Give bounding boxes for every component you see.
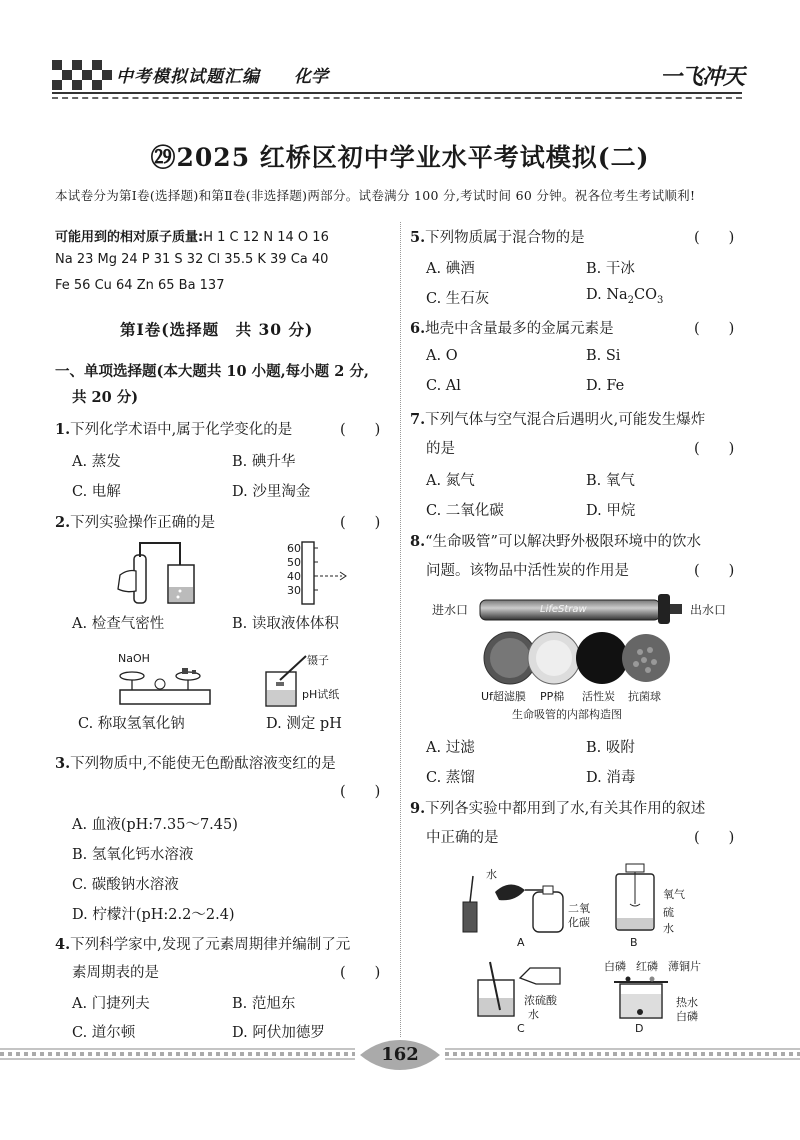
q9-figure-d [610, 974, 672, 1022]
q6-option-d: D. Fe [586, 378, 625, 394]
q7-stem-cont: 的是 [426, 441, 455, 457]
q9-label-white-p: 白磷 [604, 960, 626, 973]
q2-option-a: A. 检查气密性 [72, 616, 165, 632]
q8-straw-brand: LifeStraw [540, 604, 587, 615]
q9-label-co2-b: 化碳 [568, 916, 590, 929]
q5-stem: 5.下列物质属于混合物的是 [410, 229, 585, 246]
q6-option-a: A. O [426, 348, 458, 364]
header-series: 中考模拟试题汇编 [116, 67, 260, 87]
q2-figure-c-balance [110, 664, 220, 710]
q9-label-water-b: 水 [663, 922, 674, 935]
q9-label-white-p2: 白磷 [676, 1010, 698, 1023]
q8-option-c: C. 蒸馏 [426, 770, 475, 786]
column-divider [400, 222, 401, 1037]
q8-label-outlet: 出水口 [690, 603, 727, 617]
q2-tick-50: 50 [287, 556, 301, 569]
q2-option-c: C. 称取氢氧化钠 [78, 716, 185, 732]
q8-option-b: B. 吸附 [586, 740, 635, 756]
q8-filter-layers [482, 630, 672, 686]
q9-label-c: C [517, 1022, 525, 1035]
q9-label-co2-a: 二氧 [568, 902, 590, 915]
q9-label-b: B [630, 936, 638, 949]
q9-label-copper: 薄铜片 [668, 960, 701, 973]
q1-answer-blank: ( ) [340, 422, 381, 438]
q2-stem: 2.下列实验操作正确的是 [55, 514, 216, 531]
q9-label-water-c: 水 [528, 1008, 539, 1021]
q6-option-b: B. Si [586, 348, 621, 364]
q8-stem: 8.“生命吸管”可以解决野外极限环境中的饮水 [410, 533, 701, 550]
q3-option-a: A. 血液(pH:7.35～7.45) [72, 817, 238, 833]
page-number: 162 [381, 1044, 419, 1065]
q9-label-water-a: 水 [486, 868, 497, 881]
q8-label-inlet: 进水口 [432, 603, 469, 617]
q5-option-b: B. 干冰 [586, 261, 635, 277]
q8-option-d: D. 消毒 [586, 770, 636, 786]
q6-option-c: C. Al [426, 378, 461, 394]
q2-option-b: B. 读取液体体积 [232, 616, 339, 632]
atomic-mass-label: 可能用到的相对原子质量: [55, 230, 204, 245]
q8-layer-pp: PP棉 [540, 690, 565, 703]
q7-option-c: C. 二氧化碳 [426, 503, 504, 519]
q8-option-a: A. 过滤 [426, 740, 475, 756]
q2-label-naoh: NaOH [118, 652, 150, 665]
q9-stem-cont: 中正确的是 [426, 830, 499, 846]
q9-answer-blank: ( ) [694, 830, 735, 846]
q7-option-d: D. 甲烷 [586, 503, 636, 519]
q2-label-tweezers: 镊子 [307, 654, 329, 667]
atomic-mass-line1: 可能用到的相对原子质量:H 1 C 12 N 14 O 16 [55, 230, 329, 245]
q5-answer-blank: ( ) [694, 230, 735, 246]
atomic-mass-line2: Na 23 Mg 24 P 31 S 32 Cl 35.5 K 39 Ca 40 [55, 252, 329, 267]
q9-label-sulfur: 硫 [663, 906, 674, 919]
q7-stem: 7.下列气体与空气混合后遇明火,可能发生爆炸 [410, 411, 706, 428]
q9-label-red-p: 红磷 [636, 960, 658, 973]
q9-figure-c [470, 958, 580, 1020]
q9-label-oxygen: 氧气 [663, 888, 685, 901]
q8-answer-blank: ( ) [694, 563, 735, 579]
header-brand-logo: 一飞冲天 [660, 64, 745, 90]
q8-stem-cont: 问题。该物品中活性炭的作用是 [426, 563, 629, 579]
atomic-mass-line3: Fe 56 Cu 64 Zn 65 Ba 137 [55, 278, 225, 293]
q8-layer-uf: Uf超滤膜 [481, 690, 526, 703]
q3-answer-blank: ( ) [340, 784, 381, 800]
q9-figure-a [455, 862, 585, 938]
part-one-heading: 一、单项选择题(本大题共 10 小题,每小题 2 分, [55, 363, 369, 380]
q4-stem: 4.下列科学家中,发现了元素周期律并编制了元 [55, 936, 351, 953]
header-checker-logo [52, 60, 112, 92]
header-subject: 化学 [294, 67, 328, 87]
q2-answer-blank: ( ) [340, 515, 381, 531]
q9-label-conc-acid: 浓硫酸 [524, 994, 557, 1007]
q2-option-d: D. 测定 pH [266, 716, 342, 732]
q9-figure-b [610, 862, 660, 934]
header-rule-dashed [52, 97, 742, 99]
q6-answer-blank: ( ) [694, 321, 735, 337]
q1-stem: 1.下列化学术语中,属于化学变化的是 [55, 421, 293, 438]
q4-option-b: B. 范旭东 [232, 996, 296, 1012]
q2-tick-30: 30 [287, 584, 301, 597]
q9-stem: 9.下列各实验中都用到了水,有关其作用的叙述 [410, 800, 706, 817]
q4-stem-cont: 素周期表的是 [72, 965, 159, 981]
page-title: ㉙2025 红桥区初中学业水平考试模拟(二) [150, 143, 650, 172]
q3-option-c: C. 碳酸钠水溶液 [72, 877, 179, 893]
q7-option-b: B. 氧气 [586, 473, 635, 489]
q5-option-a: A. 碘酒 [426, 261, 475, 277]
q2-figure-a-airtightness [110, 535, 210, 615]
q1-option-b: B. 碘升华 [232, 454, 296, 470]
section-title: 第Ⅰ卷(选择题 共 30 分) [120, 320, 314, 339]
q8-figure-caption: 生命吸管的内部构造图 [512, 708, 622, 721]
part-one-heading-cont: 共 20 分) [72, 389, 139, 406]
q1-option-c: C. 电解 [72, 484, 121, 500]
q2-tick-60: 60 [287, 542, 301, 555]
q3-option-d: D. 柠檬汁(pH:2.2～2.4) [72, 907, 235, 923]
q2-label-ph-paper: pH试纸 [302, 688, 340, 701]
q5-option-d: D. $Na_2CO_3$ [586, 287, 664, 306]
q3-stem: 3.下列物质中,不能使无色酚酞溶液变红的是 [55, 755, 336, 772]
header-rule [52, 92, 742, 94]
q7-answer-blank: ( ) [694, 441, 735, 457]
q9-label-a: A [517, 936, 525, 949]
q3-option-b: B. 氢氧化钙水溶液 [72, 847, 194, 863]
q6-stem: 6.地壳中含量最多的金属元素是 [410, 320, 614, 337]
q2-tick-40: 40 [287, 570, 301, 583]
q8-layer-antibacterial: 抗菌球 [628, 690, 661, 703]
exam-intro: 本试卷分为第Ⅰ卷(选择题)和第Ⅱ卷(非选择题)两部分。试卷满分 100 分,考试时间 60 分钟。祝各位考生考试顺利! [55, 188, 696, 203]
q8-layer-carbon: 活性炭 [582, 690, 615, 703]
q1-option-a: A. 蒸发 [72, 454, 121, 470]
q1-option-d: D. 沙里淘金 [232, 484, 311, 500]
q4-option-a: A. 门捷列夫 [72, 996, 150, 1012]
q9-label-hot-water: 热水 [676, 996, 698, 1009]
q5-option-c: C. 生石灰 [426, 291, 490, 307]
q7-option-a: A. 氮气 [426, 473, 475, 489]
q4-option-d: D. 阿伏加德罗 [232, 1025, 325, 1041]
q4-answer-blank: ( ) [340, 965, 381, 981]
q4-option-c: C. 道尔顿 [72, 1025, 136, 1041]
q9-label-d: D [635, 1022, 644, 1035]
